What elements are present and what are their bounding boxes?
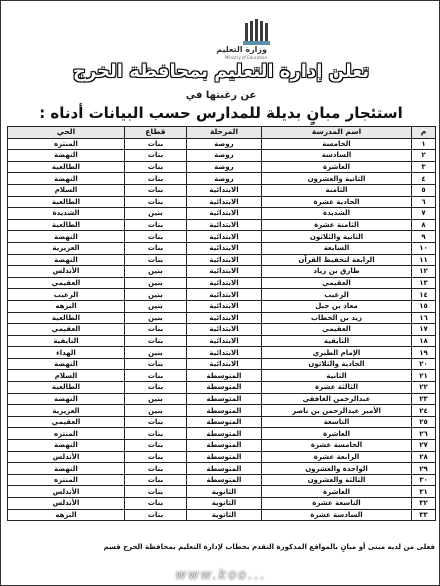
- cell-district: النهضة: [8, 254, 125, 266]
- cell-stage: الابتدائية: [187, 277, 262, 289]
- cell-stage: المتوسطة: [187, 370, 262, 382]
- ministry-name-en: Ministry of Education: [224, 55, 267, 60]
- cell-stage: الابتدائية: [187, 219, 262, 231]
- cell-school-name: الحادية والثلاثون: [262, 358, 412, 370]
- cell-stage: الابتدائية: [187, 312, 262, 324]
- cell-sector: بنين: [125, 405, 187, 417]
- cell-district: النزهه: [8, 509, 125, 521]
- cell-number: ١١: [412, 254, 436, 266]
- cell-district: النهضة: [8, 150, 125, 162]
- cell-sector: بنين: [125, 312, 187, 324]
- cell-sector: بنات: [125, 324, 187, 336]
- cell-stage: المتوسطة: [187, 428, 262, 440]
- table-row: [8, 335, 436, 347]
- cell-stage: الابتدائية: [187, 208, 262, 220]
- cell-number: ٢٥: [412, 416, 436, 428]
- cell-number: ٣١: [412, 486, 436, 498]
- cell-district: المنتزه: [8, 138, 125, 150]
- table-row: [8, 300, 436, 312]
- cell-sector: بنات: [125, 509, 187, 521]
- cell-district: السلام: [8, 184, 125, 196]
- table-row: [8, 208, 436, 220]
- cell-number: ٢٤: [412, 405, 436, 417]
- cell-stage: الثانوية: [187, 509, 262, 521]
- cell-school-name: العاشرة: [262, 161, 412, 173]
- cell-stage: الابتدائية: [187, 300, 262, 312]
- cell-sector: بنين: [125, 277, 187, 289]
- cell-sector: بنين: [125, 208, 187, 220]
- cell-stage: الابتدائية: [187, 184, 262, 196]
- cell-sector: بنات: [125, 196, 187, 208]
- table-row: [8, 486, 436, 498]
- cell-stage: المتوسطة: [187, 440, 262, 452]
- cell-district: النهضة: [8, 231, 125, 243]
- cell-stage: الثانوية: [187, 486, 262, 498]
- table-row: [8, 138, 436, 150]
- cell-sector: بنات: [125, 370, 187, 382]
- cell-school-name: الرغيب: [262, 289, 412, 301]
- cell-school-name: الثامنة: [262, 184, 412, 196]
- cell-school-name: السادسة عشرة: [262, 509, 412, 521]
- cell-number: ٦: [412, 196, 436, 208]
- table-row: [8, 474, 436, 486]
- cell-number: ٣٠: [412, 474, 436, 486]
- cell-district: النهضة: [8, 358, 125, 370]
- cell-school-name: العاشرة: [262, 428, 412, 440]
- page-title: تعلن إدارة التعليم بمحافظة الخرج: [72, 61, 370, 82]
- cell-stage: روضة: [187, 150, 262, 162]
- cell-stage: المتوسطة: [187, 382, 262, 394]
- cell-number: ٧: [412, 208, 436, 220]
- cell-district: النهضة: [8, 173, 125, 185]
- cell-stage: روضة: [187, 138, 262, 150]
- cell-district: الرغيب: [8, 289, 125, 301]
- page-subtitle: عن رغبتها في: [185, 90, 257, 101]
- cell-district: الأندلس: [8, 266, 125, 278]
- cell-number: ١٢: [412, 266, 436, 278]
- column-header-school-name: اسم المدرسة: [262, 127, 412, 139]
- table-row: [8, 219, 436, 231]
- cell-district: الشديدة: [8, 208, 125, 220]
- cell-school-name: الرابعة لتحفيظ القرآن: [262, 254, 412, 266]
- cell-stage: المتوسطة: [187, 416, 262, 428]
- cell-district: السلام: [8, 370, 125, 382]
- cell-number: ١٤: [412, 289, 436, 301]
- cell-school-name: الخامسة: [262, 138, 412, 150]
- cell-district: الأندلس: [8, 486, 125, 498]
- cell-sector: بنات: [125, 474, 187, 486]
- cell-sector: بنات: [125, 440, 187, 452]
- cell-stage: الابتدائية: [187, 242, 262, 254]
- cell-school-name: الحادية عشرة: [262, 196, 412, 208]
- table-row: [8, 184, 436, 196]
- column-header-district: الحي: [8, 127, 125, 139]
- cell-district: الطالعية: [8, 161, 125, 173]
- cell-school-name: السابعة: [262, 242, 412, 254]
- cell-number: ١٩: [412, 347, 436, 359]
- lead-text: استئجار مبانٍ بديلة للمدارس حسب البيانات أدناه :: [39, 104, 403, 122]
- cell-stage: الابتدائية: [187, 289, 262, 301]
- cell-sector: بنات: [125, 451, 187, 463]
- table-row: [8, 405, 436, 417]
- cell-school-name: الثانية: [262, 370, 412, 382]
- table-row: [8, 463, 436, 475]
- table-row: [8, 498, 436, 510]
- table-row: [8, 196, 436, 208]
- cell-district: الطالعية: [8, 382, 125, 394]
- cell-sector: بنات: [125, 242, 187, 254]
- table-row: [8, 231, 436, 243]
- cell-stage: المتوسطة: [187, 393, 262, 405]
- cell-number: ٤: [412, 173, 436, 185]
- cell-number: ١٥: [412, 300, 436, 312]
- cell-school-name: الخامسة عشرة: [262, 440, 412, 452]
- cell-school-name: السادسة: [262, 150, 412, 162]
- table-row: [8, 242, 436, 254]
- cell-stage: المتوسطة: [187, 474, 262, 486]
- cell-sector: بنين: [125, 393, 187, 405]
- cell-school-name: الثالثة والعشرون: [262, 474, 412, 486]
- cell-school-name: الرابعة عشرة: [262, 451, 412, 463]
- cell-number: ٣٢: [412, 498, 436, 510]
- cell-stage: الابتدائية: [187, 324, 262, 336]
- cell-school-name: طارق بن زياد: [262, 266, 412, 278]
- cell-sector: بنات: [125, 161, 187, 173]
- table-row: [8, 440, 436, 452]
- cell-district: المنتزه: [8, 474, 125, 486]
- cell-sector: بنين: [125, 266, 187, 278]
- table-row: [8, 382, 436, 394]
- cell-school-name: الثانية والثلاثون: [262, 231, 412, 243]
- cell-number: ٣: [412, 161, 436, 173]
- table-body: [8, 138, 436, 521]
- cell-sector: بنات: [125, 416, 187, 428]
- table-row: [8, 324, 436, 336]
- cell-stage: الابتدائية: [187, 335, 262, 347]
- cell-district: الطالعية: [8, 312, 125, 324]
- cell-sector: بنات: [125, 498, 187, 510]
- cell-school-name: العقيمي: [262, 277, 412, 289]
- cell-stage: المتوسطة: [187, 463, 262, 475]
- table-row: [8, 150, 436, 162]
- cell-stage: الابتدائية: [187, 231, 262, 243]
- table-row: [8, 393, 436, 405]
- cell-number: ١: [412, 138, 436, 150]
- table-row: [8, 416, 436, 428]
- watermark: www.koo...: [175, 568, 267, 583]
- cell-sector: بنين: [125, 289, 187, 301]
- footer-note: فعلى من لديه مبنى أو مبانٍ بالمواقع المذكورة التقدم بخطاب لإدارة التعليم بمحافظة الخرج قسم: [103, 543, 435, 551]
- cell-district: الهداء: [8, 347, 125, 359]
- cell-sector: بنات: [125, 486, 187, 498]
- cell-stage: الابتدائية: [187, 266, 262, 278]
- cell-school-name: التاسعة: [262, 416, 412, 428]
- cell-school-name: معاذ بن جبل: [262, 300, 412, 312]
- cell-district: النهضة: [8, 440, 125, 452]
- cell-school-name: الثالثة عشرة: [262, 382, 412, 394]
- table-row: [8, 370, 436, 382]
- cell-number: ١٦: [412, 312, 436, 324]
- cell-number: ٢٦: [412, 428, 436, 440]
- cell-district: العقيمي: [8, 324, 125, 336]
- cell-school-name: الأمير عبدالرحمن بن ناصر: [262, 405, 412, 417]
- cell-stage: الثانوية: [187, 498, 262, 510]
- cell-district: النهضة: [8, 463, 125, 475]
- cell-sector: بنات: [125, 219, 187, 231]
- cell-sector: بنين: [125, 347, 187, 359]
- cell-school-name: الواحدة والعشرون: [262, 463, 412, 475]
- cell-school-name: العاشرة: [262, 486, 412, 498]
- cell-district: النهضة: [8, 393, 125, 405]
- cell-district: الأندلس: [8, 498, 125, 510]
- cell-number: ١٣: [412, 277, 436, 289]
- table-row: [8, 254, 436, 266]
- column-header-stage: المرحلة: [187, 127, 262, 139]
- ministry-name: وزارة التعليم: [216, 45, 267, 54]
- cell-number: ٩: [412, 231, 436, 243]
- cell-sector: بنات: [125, 428, 187, 440]
- table-row: [8, 266, 436, 278]
- cell-stage: روضة: [187, 173, 262, 185]
- cell-stage: المتوسطة: [187, 451, 262, 463]
- cell-sector: بنات: [125, 358, 187, 370]
- cell-school-name: الشديدة: [262, 208, 412, 220]
- cell-district: العزيزية: [8, 242, 125, 254]
- cell-sector: بنات: [125, 173, 187, 185]
- cell-school-name: زيد بن الخطاب: [262, 312, 412, 324]
- cell-number: ٢٧: [412, 440, 436, 452]
- cell-district: العزيزية: [8, 405, 125, 417]
- cell-number: ٥: [412, 184, 436, 196]
- cell-number: ٢٢: [412, 382, 436, 394]
- cell-school-name: الإمام الطبري: [262, 347, 412, 359]
- table-row: [8, 451, 436, 463]
- cell-district: النزهه: [8, 300, 125, 312]
- table-row: [8, 347, 436, 359]
- cell-sector: بنات: [125, 463, 187, 475]
- table-row: [8, 358, 436, 370]
- cell-school-name: النايفية: [262, 335, 412, 347]
- table-row: [8, 161, 436, 173]
- cell-number: ٢٩: [412, 463, 436, 475]
- cell-stage: الابتدائية: [187, 347, 262, 359]
- table-header-row: [8, 127, 436, 139]
- cell-sector: بنات: [125, 138, 187, 150]
- cell-number: ٣٣: [412, 509, 436, 521]
- cell-school-name: عبدالرحمن الغافقي: [262, 393, 412, 405]
- cell-district: النايفية: [8, 335, 125, 347]
- cell-number: ٢١: [412, 370, 436, 382]
- column-header-sector: قطاع: [125, 127, 187, 139]
- cell-sector: بنات: [125, 231, 187, 243]
- cell-district: الأندلس: [8, 451, 125, 463]
- table-row: [8, 277, 436, 289]
- cell-stage: الابتدائية: [187, 254, 262, 266]
- cell-sector: بنات: [125, 254, 187, 266]
- cell-sector: بنات: [125, 150, 187, 162]
- cell-district: الطالعية: [8, 196, 125, 208]
- cell-stage: الابتدائية: [187, 358, 262, 370]
- cell-number: ٢: [412, 150, 436, 162]
- column-header-number: م: [412, 127, 436, 139]
- cell-number: ٢٣: [412, 393, 436, 405]
- cell-stage: روضة: [187, 161, 262, 173]
- cell-sector: بنات: [125, 382, 187, 394]
- cell-number: ٨: [412, 219, 436, 231]
- cell-district: العقيمي: [8, 416, 125, 428]
- table-row: [8, 312, 436, 324]
- cell-number: ٢٠: [412, 358, 436, 370]
- cell-school-name: التاسعة عشرة: [262, 498, 412, 510]
- cell-school-name: العقيمي: [262, 324, 412, 336]
- cell-school-name: الثامنة عشرة: [262, 219, 412, 231]
- cell-sector: بنين: [125, 300, 187, 312]
- table-row: [8, 428, 436, 440]
- cell-district: العقيمي: [8, 277, 125, 289]
- schools-table: [7, 126, 436, 521]
- cell-stage: الابتدائية: [187, 196, 262, 208]
- table-row: [8, 509, 436, 521]
- cell-school-name: الثانية والعشرون: [262, 173, 412, 185]
- cell-district: المنتزه: [8, 428, 125, 440]
- cell-number: ١٧: [412, 324, 436, 336]
- cell-stage: المتوسطة: [187, 405, 262, 417]
- cell-number: ٢٨: [412, 451, 436, 463]
- table-row: [8, 289, 436, 301]
- cell-sector: بنات: [125, 335, 187, 347]
- cell-number: ١٠: [412, 242, 436, 254]
- cell-number: ١٨: [412, 335, 436, 347]
- table-row: [8, 173, 436, 185]
- cell-sector: بنات: [125, 184, 187, 196]
- cell-district: الطالعية: [8, 219, 125, 231]
